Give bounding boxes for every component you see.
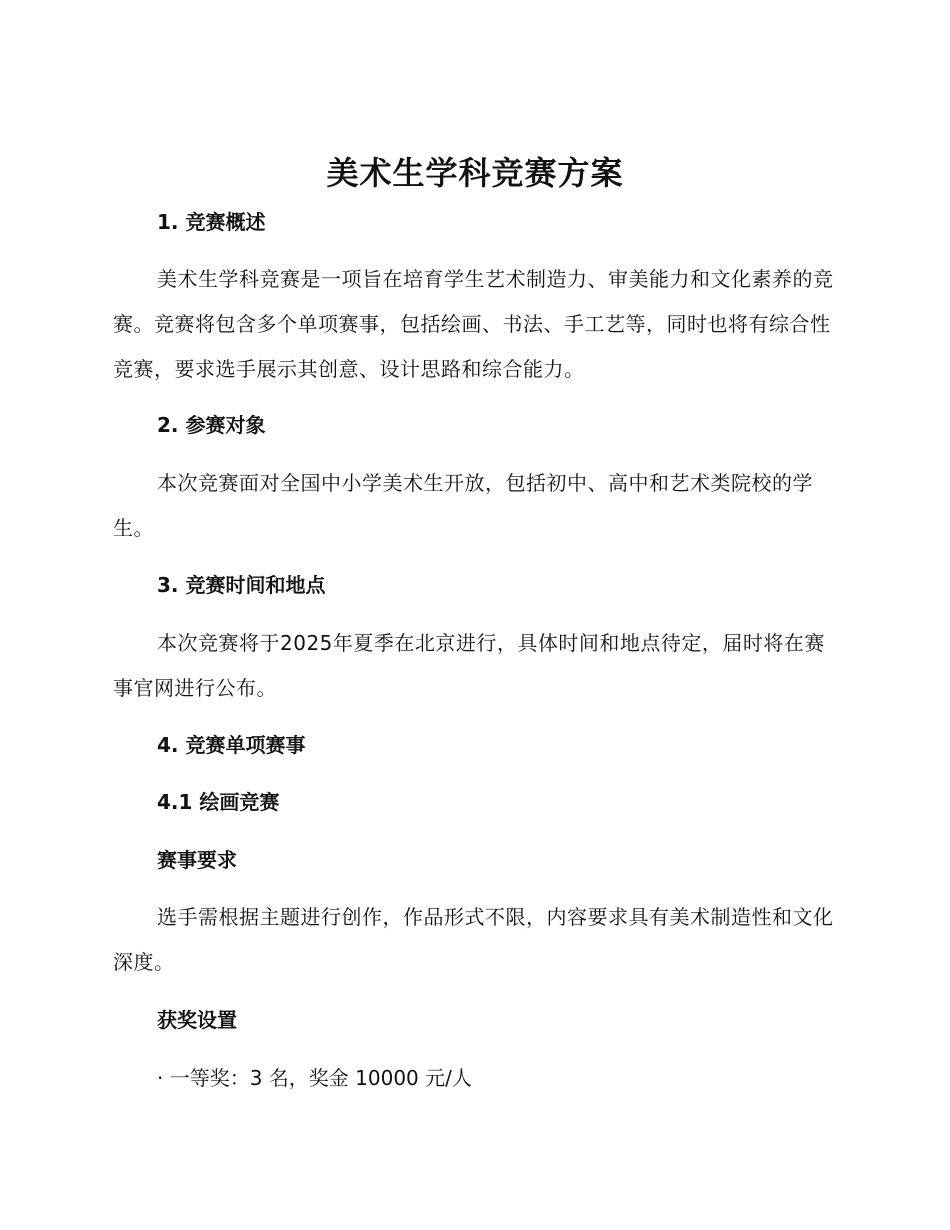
award-bullet-first-prize: · 一等奖：3 名，奖金 10000 元/人 xyxy=(157,1066,472,1090)
section-heading-painting: 4.1 绘画竞赛 xyxy=(157,790,280,814)
section-heading-events: 4. 竞赛单项赛事 xyxy=(157,733,306,757)
section-heading-overview: 1. 竞赛概述 xyxy=(157,210,266,234)
section-body-time-place: 本次竞赛将于2025年夏季在北京进行，具体时间和地点待定，届时将在赛事官网进行公布。 xyxy=(113,631,825,700)
section-body-requirements: 选手需根据主题进行创作，作品形式不限，内容要求具有美术制造性和文化深度。 xyxy=(113,905,834,974)
section-body-overview: 美术生学科竞赛是一项旨在培育学生艺术制造力、审美能力和文化素养的竞赛。竞赛将包含多个单项赛事，包括绘画、书法、手工艺等，同时也将有综合性竞赛，要求选手展示其创意、设计思路和综合能力。 xyxy=(113,267,834,381)
document-title: 美术生学科竞赛方案 xyxy=(326,154,624,192)
section-body-participants: 本次竞赛面对全国中小学美术生开放，包括初中、高中和艺术类院校的学生。 xyxy=(113,471,813,540)
section-heading-awards: 获奖设置 xyxy=(157,1008,237,1032)
section-heading-time-place: 3. 竞赛时间和地点 xyxy=(157,573,326,597)
section-heading-requirements: 赛事要求 xyxy=(157,848,237,872)
section-heading-participants: 2. 参赛对象 xyxy=(157,413,266,437)
